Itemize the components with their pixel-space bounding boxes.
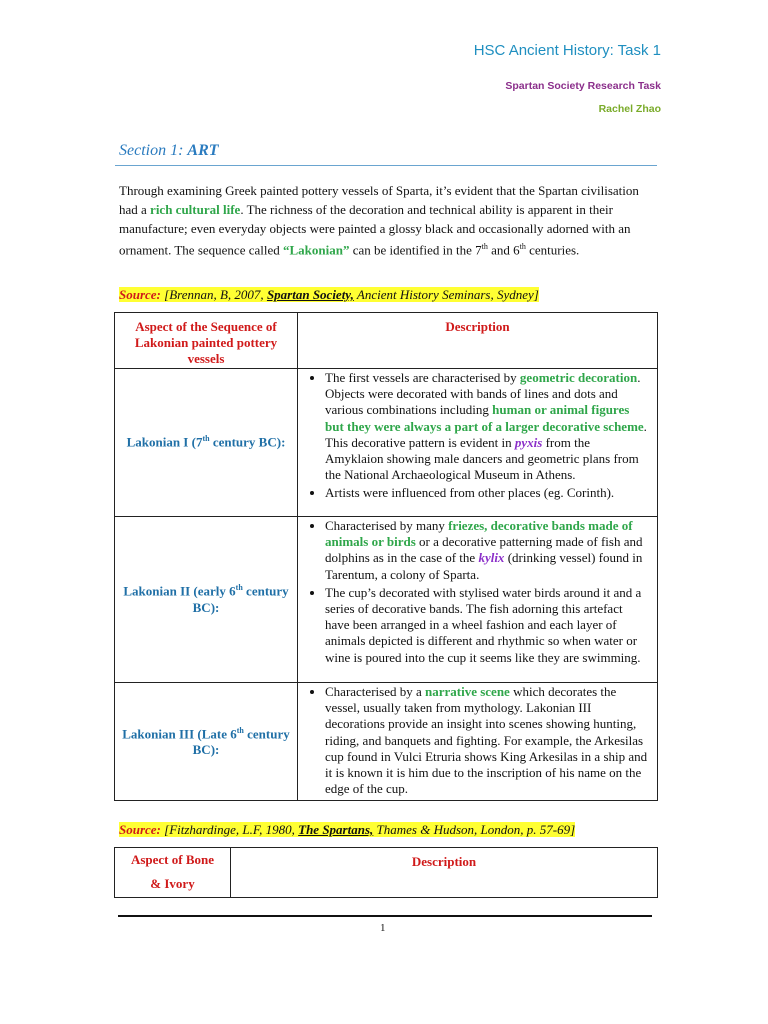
aspect-line-2: & Ivory xyxy=(150,876,195,891)
header-aspect xyxy=(115,848,231,898)
table-header-row xyxy=(115,848,658,898)
intro-sup-2: th xyxy=(519,242,526,252)
intro-text-1: Through examining Greek painted pottery vessels of Sparta, it’s evident that the Spartan civilisation had a xyxy=(119,183,639,217)
section-rule xyxy=(115,165,657,166)
aspect-text: Lakonian II (early 6 xyxy=(123,583,236,599)
aspect-line-1: Aspect of Bone xyxy=(130,852,215,867)
bullet-text: The first vessels are characterised by xyxy=(325,370,520,385)
bullet-text: . Objects were decorated with bands of lines and dots and various combinations including xyxy=(325,370,641,418)
bullet-text: (drinking vessel) found in Tarentum, a colony of Sparta. xyxy=(325,550,643,582)
bullet-text: or a decorative patterning made of fish and dolphins as in the case of the xyxy=(325,534,643,566)
bullet-term: kylix xyxy=(478,550,505,566)
bullet-highlight: human or animal figures but they were always a part of a larger decorative scheme xyxy=(325,402,644,434)
aspect-text-end: century BC): xyxy=(192,725,290,757)
header-description: Description xyxy=(231,848,658,898)
document-subtitle: Spartan Society Research Task xyxy=(505,80,661,92)
intro-paragraph xyxy=(119,182,659,261)
source-2-book: The Spartans, xyxy=(298,822,374,837)
intro-text-5: centuries. xyxy=(525,242,580,258)
source-label-1: Source: xyxy=(119,287,161,302)
aspect-cell xyxy=(115,369,298,517)
source-2-pre: [Fitzhardinge, L.F, 1980, xyxy=(160,822,299,837)
source-1-post: Ancient History Seminars, Sydney] xyxy=(353,287,539,302)
description-cell xyxy=(298,517,658,683)
intro-text-4: and 6 xyxy=(487,242,520,258)
bullet-item: • The cup’s decorated with stylised water birds around it and a series of decorative bands. The fish adorning this artefact have been arranged in a wheel fashion and each layer of animals depicted is different and rhythmic so when water or wine is poured into the cup it seems like they are swimming. xyxy=(325,585,650,666)
bullet-highlight: narrative scene xyxy=(424,684,510,699)
aspect-sup: th xyxy=(235,583,243,593)
aspect-cell xyxy=(115,517,298,683)
author-name: Rachel Zhao xyxy=(598,103,661,115)
bullet-item: • Artists were influenced from other places (eg. Corinth). xyxy=(325,485,650,501)
aspect-cell xyxy=(115,683,298,801)
bullet-text: from the Amyklaion showing male dancers and geometric plans from the National Archaeological Museum in Athens. xyxy=(325,434,639,483)
bullet-text: Characterised by many xyxy=(325,518,449,533)
description-cell xyxy=(298,683,658,801)
aspect-text: Lakonian III (Late 6 xyxy=(122,725,237,741)
aspect-text-end: century BC): xyxy=(209,434,286,450)
source-2-post: Thames & Hudson, London, p. 57-69] xyxy=(373,822,576,837)
lakonian-table xyxy=(114,312,658,801)
source-citation-1 xyxy=(119,287,539,303)
table-row xyxy=(115,517,658,683)
section-name: ART xyxy=(187,142,219,159)
intro-highlight-2: “Lakonian” xyxy=(283,242,350,258)
bone-ivory-table xyxy=(114,847,658,898)
section-prefix: Section 1: xyxy=(119,142,188,159)
table-row xyxy=(115,683,658,801)
table-header-row xyxy=(115,313,658,369)
header-aspect: Aspect of the Sequence of Lakonian painted pottery vessels xyxy=(115,313,298,369)
bullet-text: . This decorative pattern is evident in xyxy=(325,418,647,450)
source-label-2: Source: xyxy=(119,822,161,837)
bullet-highlight: geometric decoration xyxy=(519,370,638,385)
header-description: Description xyxy=(298,313,658,369)
bullet-item xyxy=(325,684,650,797)
intro-text-2: . The richness of the decoration and technical ability is apparent in their manufacture; even everyday objects were painted a glossy black and occasionally adorned with an ornament. The sequence called xyxy=(119,201,631,258)
document-title: HSC Ancient History: Task 1 xyxy=(473,42,661,59)
intro-highlight-1: rich cultural life xyxy=(150,201,241,217)
bullet-text: which decorates the vessel, usually taken from mythology. Lakonian III decorations provide an insight into scenes showing hunting, riding, and banquets and fighting. For example, the Arkesilas cup found in Vulci Etruria shows King Arkesilas in a ship and it is known it is him due to the inscription of his name on the edge of the cup. xyxy=(325,684,648,797)
page-number: 1 xyxy=(380,922,386,934)
aspect-sup: th xyxy=(236,725,244,735)
source-citation-2 xyxy=(119,822,575,838)
bullet-highlight: friezes, decorative bands made of animals or birds xyxy=(325,518,633,550)
bullet-text: Characterised by a xyxy=(325,684,425,699)
aspect-text-end: century BC): xyxy=(192,583,289,615)
section-heading xyxy=(119,142,219,160)
footer-rule xyxy=(118,915,652,917)
bullet-item xyxy=(325,370,650,483)
source-1-pre: [Brennan, B, 2007, xyxy=(160,287,267,302)
intro-sup-1: th xyxy=(481,242,488,252)
table-row xyxy=(115,369,658,517)
intro-text-3: can be identified in the 7 xyxy=(349,242,482,258)
description-cell xyxy=(298,369,658,517)
bullet-term: pyxis xyxy=(514,434,543,450)
aspect-sup: th xyxy=(202,434,210,444)
bullet-item xyxy=(325,518,650,583)
source-1-book: Spartan Society, xyxy=(266,287,354,302)
aspect-text: Lakonian I (7 xyxy=(126,434,203,450)
